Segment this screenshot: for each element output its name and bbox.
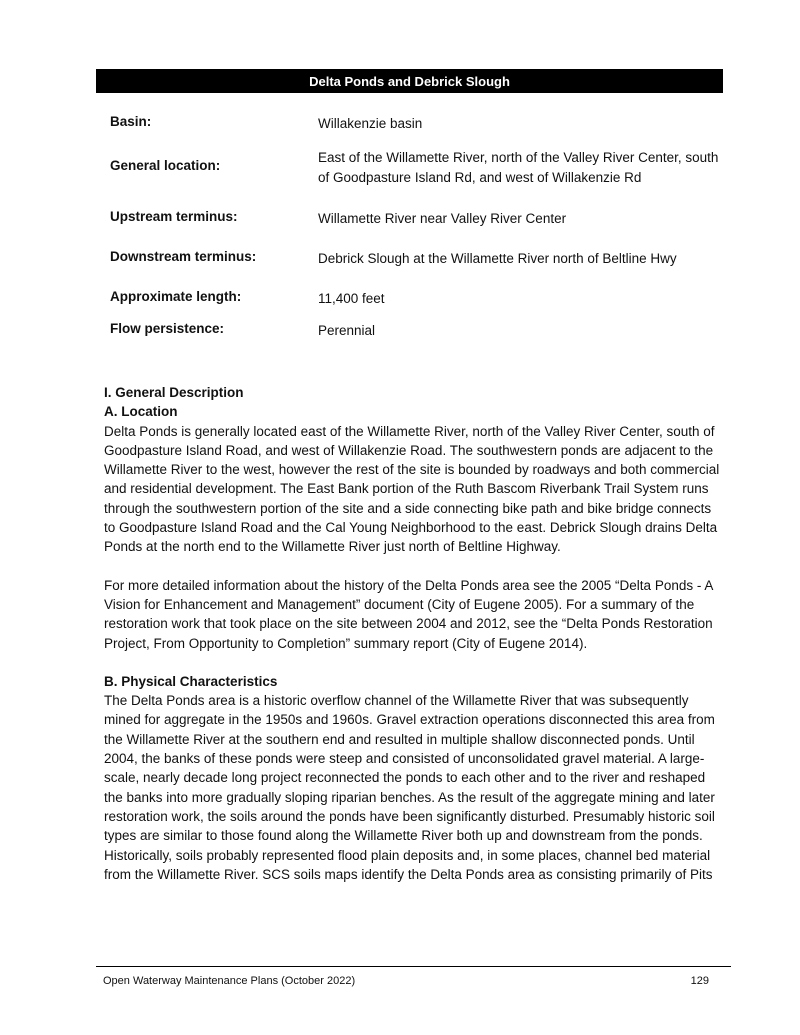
summary-value: Debrick Slough at the Willamette River north of Beltline Hwy: [318, 251, 677, 266]
section-title-bar: [96, 69, 723, 93]
summary-value: East of the Willamette River, north of the Valley River Center, south of Goodpasture Island Rd, and west of Willakenzie Rd: [318, 150, 719, 185]
page-title: Delta Ponds and Debrick Slough: [309, 73, 510, 89]
paragraph-location: Delta Ponds is generally located east of the Willamette River, north of the Valley River Center, south of Goodpasture Island Road, and west of Willakenzie Road. The southwestern ponds are adjacent to the Willamette River to the west, however the rest of the site is bounded by roadways and both commercial and residential development. The East Bank portion of the Ruth Bascom Riverbank Trail System runs through the southwestern portion of the site and a side connecting bike path and bike bridge connects to Goodpasture Island Road and the Cal Young Neighborhood to the east. Debrick Slough drains Delta Ponds at the north end to the Willamette River just north of Beltline Highway.: [104, 423, 720, 555]
summary-label: General location:: [110, 158, 221, 173]
summary-label: Approximate length:: [110, 289, 242, 304]
summary-value: 11,400 feet: [318, 291, 385, 306]
summary-value: Perennial: [318, 323, 376, 338]
summary-label: Flow persistence:: [110, 321, 225, 336]
summary-value: Willamette River near Valley River Center: [318, 211, 567, 226]
footer-divider: [96, 966, 731, 967]
summary-label: Upstream terminus:: [110, 209, 238, 224]
body-content: [104, 383, 724, 884]
summary-label: Downstream terminus:: [110, 249, 257, 264]
paragraph-references: For more detailed information about the history of the Delta Ponds area see the 2005 “Delta Ponds - A Vision for Enhancement and Management” document (City of Eugene 2005). For a summary of the restoration work that took place on the site between 2004 and 2012, see the “Delta Ponds Restoration Project, From Opportunity to Completion” summary report (City of Eugene 2014).: [104, 577, 713, 651]
paragraph-physical: The Delta Ponds area is a historic overflow channel of the Willamette River that was subsequently mined for aggregate in the 1950s and 1960s. Gravel extraction operations disconnected this area from the Willamette River at the southern end and resulted in multiple shallow disconnected ponds. Until 2004, the banks of these ponds were steep and consisted of unconsolidated gravel material. A large-scale, nearly decade long project reconnected the ponds to each other and to the river and reshaped the banks into more gradually sloping riparian benches. As the result of the aggregate mining and later restoration work, the soils around the ponds have been significantly disturbed. Presumably historic soil types are similar to those found along the Willamette River both up and downstream from the ponds. Historically, soils probably represented flood plain deposits and, in some places, channel bed material from the Willamette River. SCS soils maps identify the Delta Ponds area as consisting primarily of Pits: [104, 693, 715, 882]
page-number: 129: [690, 975, 709, 987]
subsection-heading-physical: B. Physical Characteristics: [104, 673, 278, 689]
page-footer: [103, 975, 709, 987]
summary-value: Willakenzie basin: [318, 116, 423, 131]
section-heading: I. General Description: [104, 385, 244, 400]
subsection-heading-location: A. Location: [104, 404, 178, 420]
footer-document-title: Open Waterway Maintenance Plans (October 2022): [103, 975, 356, 987]
summary-label: Basin:: [110, 114, 152, 129]
